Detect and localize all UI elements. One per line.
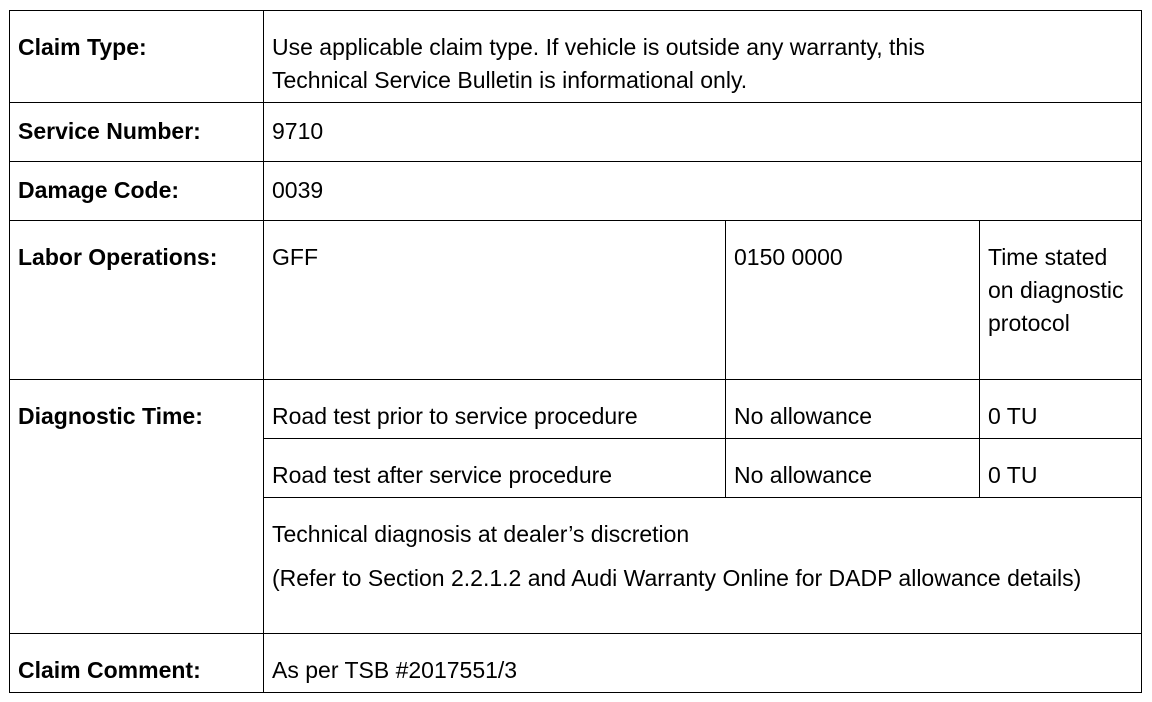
diagnostic-entry-1-time: 0 TU <box>980 380 1142 439</box>
claim-comment-row <box>10 634 1142 693</box>
diagnostic-time-row-1 <box>10 380 1142 439</box>
diagnostic-entry-2-allowance: No allowance <box>726 439 980 498</box>
labor-operations-row <box>10 221 1142 380</box>
diagnostic-entry-2-description: Road test after service procedure <box>264 439 726 498</box>
claim-type-row <box>10 11 1142 103</box>
claim-comment-label: Claim Comment: <box>10 634 264 693</box>
discretion-line-1: Technical diagnosis at dealer’s discretion <box>272 521 690 547</box>
diagnostic-entry-1-allowance: No allowance <box>726 380 980 439</box>
diagnostic-entry-1-description: Road test prior to service procedure <box>264 380 726 439</box>
labor-operations-label: Labor Operations: <box>10 221 264 380</box>
service-number-value: 9710 <box>264 103 1142 162</box>
diagnostic-time-label: Diagnostic Time: <box>10 380 264 634</box>
labor-operation-code: GFF <box>264 221 726 380</box>
claim-type-line-2: Technical Service Bulletin is informational only. <box>272 67 748 93</box>
discretion-line-2: (Refer to Section 2.2.1.2 and Audi Warranty Online for DADP allowance details) <box>272 565 1082 591</box>
claim-type-line-1: Use applicable claim type. If vehicle is outside any warranty, this <box>272 34 925 60</box>
warranty-table <box>9 10 1142 693</box>
service-number-label: Service Number: <box>10 103 264 162</box>
labor-operation-number: 0150 0000 <box>726 221 980 380</box>
claim-type-label: Claim Type: <box>10 11 264 103</box>
diagnostic-discretion-note <box>264 498 1142 634</box>
diagnostic-entry-2-time: 0 TU <box>980 439 1142 498</box>
service-number-row <box>10 103 1142 162</box>
damage-code-value: 0039 <box>264 162 1142 221</box>
labor-operation-time: Time stated on diagnostic protocol <box>980 221 1142 380</box>
warranty-claim-sheet <box>9 10 1141 693</box>
claim-comment-value: As per TSB #2017551/3 <box>264 634 1142 693</box>
claim-type-value <box>264 11 1142 103</box>
damage-code-label: Damage Code: <box>10 162 264 221</box>
damage-code-row <box>10 162 1142 221</box>
